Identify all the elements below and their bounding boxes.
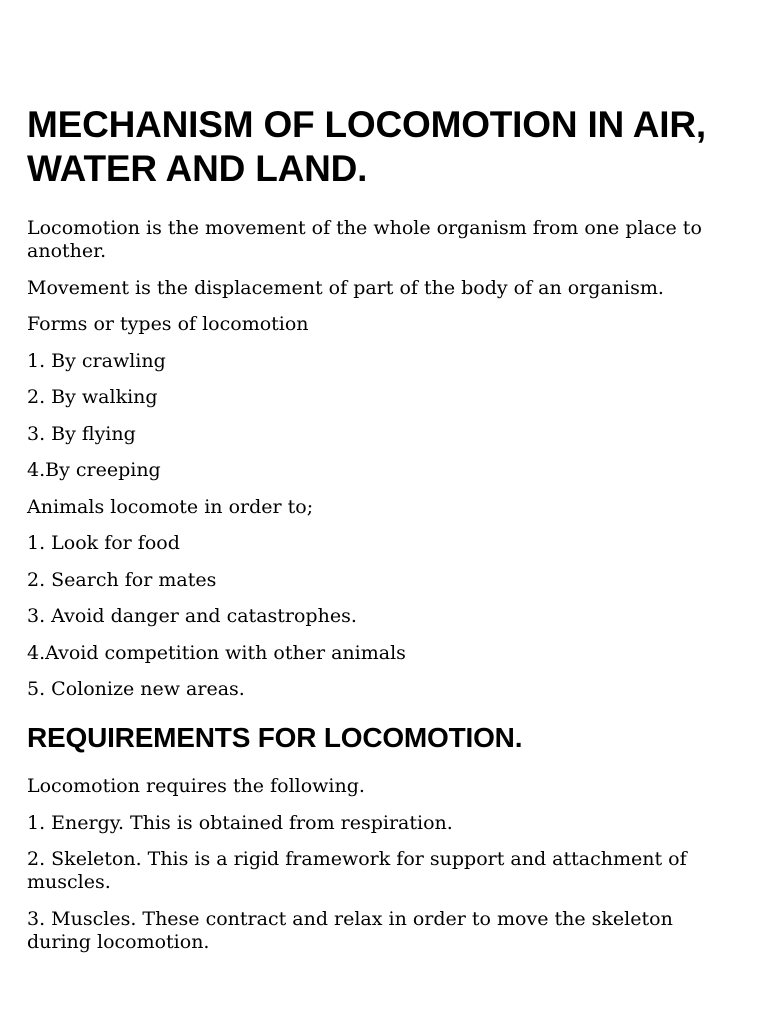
paragraph: Locomotion requires the following. xyxy=(27,775,365,797)
paragraph: Animals locomote in order to; xyxy=(27,495,314,518)
paragraph: Movement is the displacement of part of the body of an organism. xyxy=(27,276,664,299)
paragraph: Forms or types of locomotion xyxy=(27,313,309,335)
list-item: 5. Colonize new areas. xyxy=(27,678,245,700)
list-item: 2. Search for mates xyxy=(27,568,217,591)
list-item: 1. By crawling xyxy=(27,349,166,372)
paragraph: Locomotion is the movement of the whole organism from one place to another. xyxy=(27,217,702,262)
list-item: 2. By walking xyxy=(27,386,158,408)
section-heading: REQUIREMENTS FOR LOCOMOTION. xyxy=(27,722,523,753)
list-item: 3. By flying xyxy=(27,422,136,445)
list-item: 3. Muscles. These contract and relax in order to move the skeleton during locomotion. xyxy=(27,907,673,953)
document-title: MECHANISM OF LOCOMOTION IN AIR, WATER AND LAND. xyxy=(27,104,706,189)
list-item: 2. Skeleton. This is a rigid framework for support and attachment of muscles. xyxy=(27,848,687,893)
list-item: 3. Avoid danger and catastrophes. xyxy=(27,605,357,627)
list-item: 4.Avoid competition with other animals xyxy=(27,641,406,664)
list-item: 4.By creeping xyxy=(27,459,161,481)
list-item: 1. Look for food xyxy=(27,532,180,554)
list-item: 1. Energy. This is obtained from respiration. xyxy=(27,811,453,834)
